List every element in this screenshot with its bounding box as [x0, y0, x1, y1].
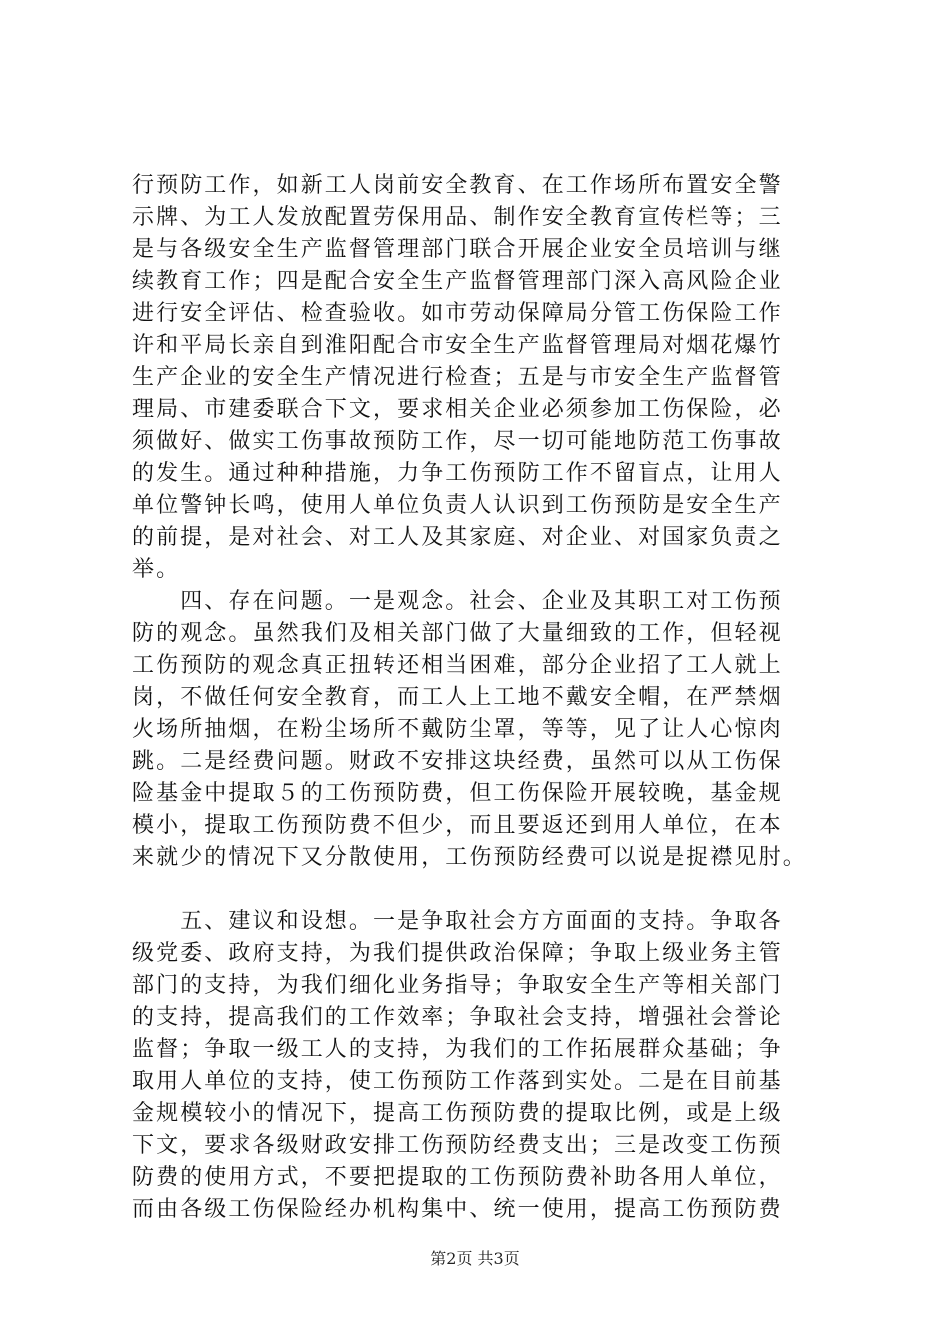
text-line: 续教育工作；四是配合安全生产监督管理部门深入高风险企业: [132, 269, 783, 294]
text-line: 五、建议和设想。一是争取社会方方面面的支持。争取各: [132, 909, 783, 934]
text-line: 单位警钟长鸣，使用人单位负责人认识到工伤预防是安全生产: [132, 493, 783, 518]
text-line: 监督；争取一级工人的支持，为我们的工作拓展群众基础；争: [132, 1037, 783, 1062]
text-line: 工伤预防的观念真正扭转还相当困难，部分企业招了工人就上: [132, 653, 783, 678]
text-line: 示牌、为工人发放配置劳保用品、制作安全教育宣传栏等；三: [132, 205, 783, 230]
text-line: 岗，不做任何安全教育，而工人上工地不戴安全帽，在严禁烟: [132, 685, 783, 710]
text-line: 金规模较小的情况下，提高工伤预防费的提取比例，或是上级: [132, 1101, 783, 1126]
page-number-label: 第2页 共3页: [430, 1249, 520, 1268]
text-line: 行预防工作，如新工人岗前安全教育、在工作场所布置安全警: [132, 173, 783, 198]
text-line: 而由各级工伤保险经办机构集中、统一使用，提高工伤预防费: [132, 1197, 783, 1222]
text-line: 是与各级安全生产监督管理部门联合开展企业安全员培训与继: [132, 237, 783, 262]
page-footer: [0, 1246, 950, 1269]
text-line: 跳。二是经费问题。财政不安排这块经费，虽然可以从工伤保: [132, 749, 783, 774]
text-line: 理局、市建委联合下文，要求相关企业必须参加工伤保险，必: [132, 397, 783, 422]
text-line: 级党委、政府支持，为我们提供政治保障；争取上级业务主管: [132, 941, 783, 966]
text-line: 防费的使用方式，不要把提取的工伤预防费补助各用人单位，: [132, 1165, 783, 1190]
text-line: 须做好、做实工伤事故预防工作，尽一切可能地防范工伤事故: [132, 429, 783, 454]
text-line: 生产企业的安全生产情况进行检查；五是与市安全生产监督管: [132, 365, 783, 390]
text-line: 防的观念。虽然我们及相关部门做了大量细致的工作，但轻视: [132, 621, 783, 646]
text-line: 火场所抽烟，在粉尘场所不戴防尘罩，等等，见了让人心惊肉: [132, 717, 783, 742]
text-line: 举。: [132, 557, 181, 582]
text-line: 的支持，提高我们的工作效率；争取社会支持，增强社会誉论: [132, 1005, 783, 1030]
text-line: 取用人单位的支持，使工伤预防工作落到实处。二是在目前基: [132, 1069, 783, 1094]
text-line: 模小，提取工伤预防费不但少，而且要返还到用人单位，在本: [132, 813, 783, 838]
blank-line: [132, 874, 832, 906]
text-line: 进行安全评估、检查验收。如市劳动保障局分管工伤保险工作: [132, 301, 783, 326]
text-line: 来就少的情况下又分散使用，工伤预防经费可以说是捉襟见肘。: [132, 845, 807, 870]
text-line: 险基金中提取５的工伤预防费，但工伤保险开展较晚，基金规: [132, 781, 783, 806]
text-line: 下文，要求各级财政安排工伤预防经费支出；三是改变工伤预: [132, 1133, 783, 1158]
text-line: 的发生。通过种种措施，力争工伤预防工作不留盲点，让用人: [132, 461, 783, 486]
text-line: 部门的支持，为我们细化业务指导；争取安全生产等相关部门: [132, 973, 783, 998]
text-line: 许和平局长亲自到淮阳配合市安全生产监督管理局对烟花爆竹: [132, 333, 783, 358]
text-line: 四、存在问题。一是观念。社会、企业及其职工对工伤预: [132, 589, 783, 614]
body-text: [132, 170, 832, 1226]
text-line: 的前提，是对社会、对工人及其家庭、对企业、对国家负责之: [132, 525, 783, 550]
